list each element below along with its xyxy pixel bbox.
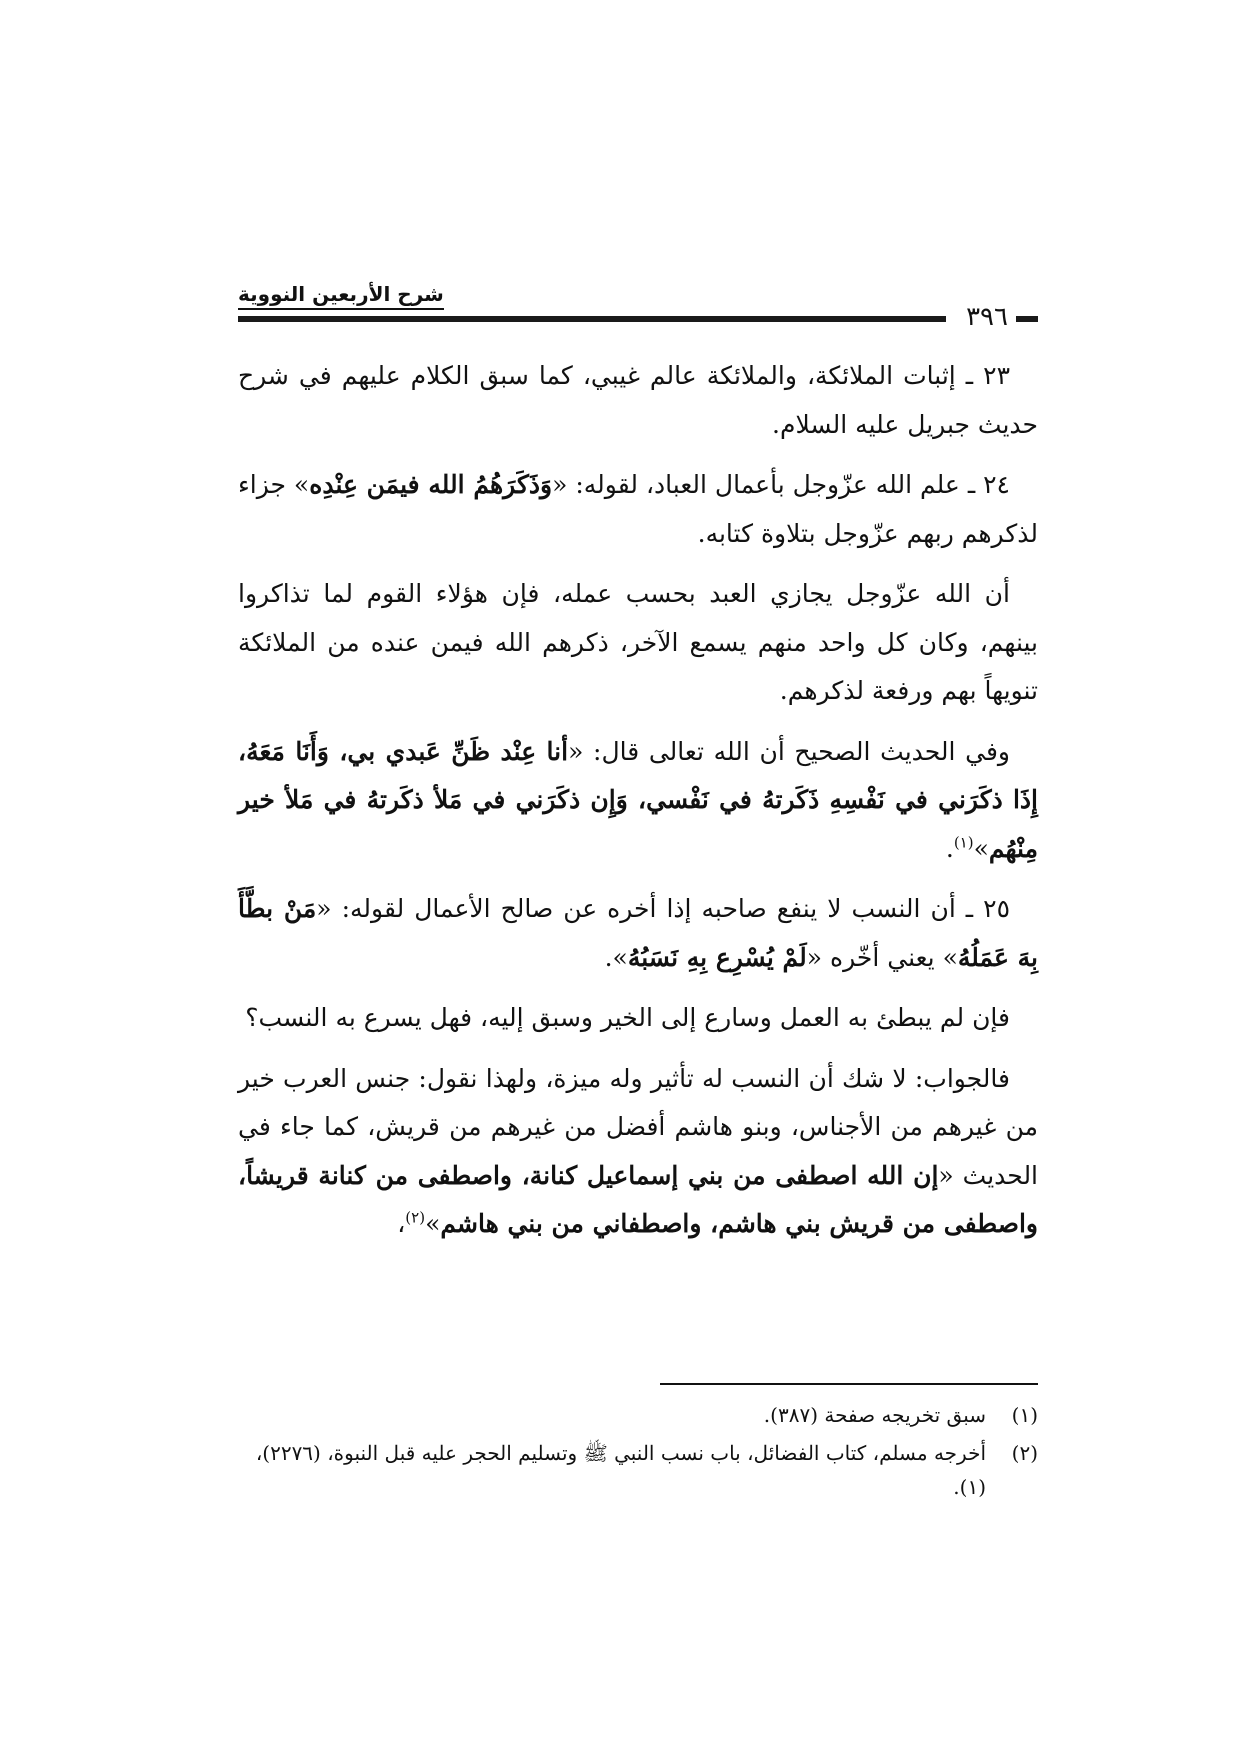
paragraph-24 [238, 461, 1038, 558]
footnotes [238, 1398, 1038, 1508]
paragraph-text: أن الله عزّوجل يجازي العبد بحسب عمله، فإن هؤلاء القوم لما تذاكروا بينهم، وكان كل واحد منهم يسمع الآخر، ذكرهم الله فيمن عنده من الملائكة تنويهاً بهم ورفعة لذكرهم. [238, 579, 1038, 705]
running-title: شرح الأربعين النووية [238, 282, 444, 310]
paragraph-text: » يعني أخّره « [806, 942, 958, 972]
paragraph-text: فإن لم يبطئ به العمل وسارع إلى الخير وسبق إليه، فهل يسرع به النسب؟ [245, 1003, 1010, 1032]
paragraph-text: ٢٣ ـ إثبات الملائكة، والملائكة عالم غيبي، كما سبق الكلام عليهم في شرح حديث جبريل عليه السلام. [238, 361, 1038, 439]
footnote-ref-1[interactable]: (١) [953, 833, 974, 852]
page-number: ٣٩٦ [966, 302, 1008, 332]
paragraph-text: ٢٤ ـ علم الله عزّوجل بأعمال العباد، لقوله: « [552, 470, 1010, 499]
footnote-number: (١) [1011, 1403, 1038, 1427]
paragraph-text: » [973, 833, 989, 863]
footnote-2 [238, 1436, 1038, 1504]
footnote-number: (٢) [1011, 1441, 1038, 1465]
footnote-1 [238, 1398, 1038, 1432]
paragraph-question [238, 994, 1038, 1043]
hadith-quote: مَنْ بطَّأَ بِهَ عَمَلُهُ [238, 894, 1038, 972]
quran-quote: وَذَكَرَهُمُ الله فيمَن عِنْدِه [309, 470, 553, 499]
paragraph-text: ». [604, 942, 628, 972]
paragraph-text: ، [397, 1209, 406, 1238]
footnote-ref-2[interactable]: (٢) [405, 1208, 426, 1227]
paragraph-reward [238, 570, 1038, 716]
hadith-quote: أنا عِنْد ظَنِّ عَبدي بي، وَأَنَا مَعَهُ، إِذَا ذكَرَني في نَفْسِهِ ذَكَرتهُ في نَفْسي، وَإِن ذكَرَني في مَلأ ذكَرتهُ في مَلأ خير مِنْهُم [238, 736, 1038, 863]
paragraph-text: ٢٥ ـ أن النسب لا ينفع صاحبه إذا أخره عن صالح الأعمال لقوله: « [316, 894, 1010, 923]
paragraph-text: وفي الحديث الصحيح أن الله تعالى قال: « [568, 736, 1011, 766]
paragraph-hadith-qudsi [238, 728, 1038, 874]
paragraph-text: » [425, 1209, 441, 1238]
hadith-quote: لَمْ يُسْرِع بِهِ نَسَبُهُ [627, 942, 807, 972]
paragraph-23 [238, 352, 1038, 449]
hadith-quote: إن الله اصطفى من بني إسماعيل كنانة، واصطفى من كنانة قريشاً، واصطفى من قريش بني هاشم، واصطفاني من بني هاشم [238, 1160, 1038, 1238]
footnote-text: سبق تخريجه صفحة (٣٨٧). [763, 1403, 986, 1427]
header-rule-end [1016, 316, 1038, 322]
footnote-separator [660, 1383, 1038, 1385]
main-text [238, 352, 1038, 1261]
header-rule [238, 316, 946, 322]
page-header [238, 272, 1038, 332]
paragraph-text: فالجواب: لا شك أن النسب له تأثير وله ميزة، ولهذا نقول: جنس العرب خير من غيرهم من الأجناس، وبنو هاشم أفضل من غيرهم من قريش، كما جاء في الحديث « [238, 1063, 1039, 1190]
paragraph-text: » جزاء لذكرهم ربهم عزّوجل بتلاوة كتابه. [238, 470, 1038, 548]
footnote-text: أخرجه مسلم، كتاب الفضائل، باب نسب النبي ﷺ وتسليم الحجر عليه قبل النبوة، (٢٢٧٦)، (١). [255, 1441, 986, 1499]
paragraph-25 [238, 885, 1038, 982]
paragraph-text: . [945, 833, 954, 863]
paragraph-answer [238, 1055, 1038, 1249]
